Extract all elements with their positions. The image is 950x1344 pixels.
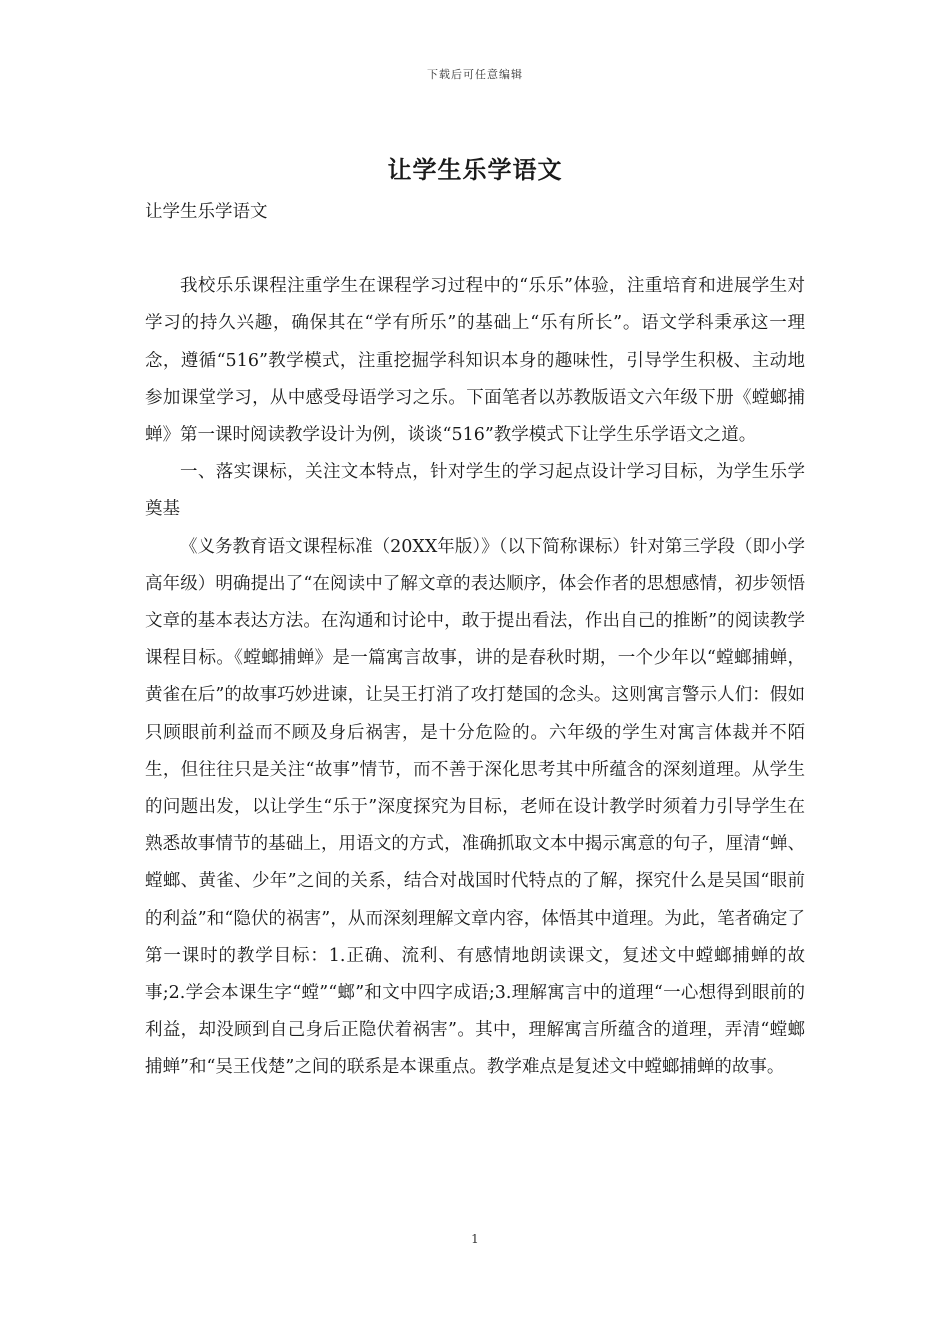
paragraph-intro: 我校乐乐课程注重学生在课程学习过程中的“乐乐”体验，注重培育和进展学生对学习的持久兴趣，确保其在“学有所乐”的基础上“乐有所长”。语文学科秉承这一理念，遵循“516”教学模式，注重挖掘学科知识本身的趣味性，引导学生积极、主动地参加课堂学习，从中感受母语学习之乐。下面笔者以苏教版语文六年级下册《螳螂捕蝉》第一课时阅读教学设计为例，谈谈“516”教学模式下让学生乐学语文之道。 — [145, 276, 805, 446]
page-header-note: 下载后可任意编辑 — [427, 68, 523, 81]
document-body — [145, 194, 805, 1087]
page-number: 1 — [471, 1232, 479, 1246]
section-heading-1: 一、落实课标，关注文本特点，针对学生的学习起点设计学习目标，为学生乐学奠基 — [145, 462, 805, 520]
paragraph-curriculum: 《义务教育语文课程标准（20XX年版）》（以下简称课标）针对第三学段（即小学高年级）明确提出了“在阅读中了解文章的表达顺序，体会作者的思想感情，初步领悟文章的基本表达方法。在沟通和讨论中，敢于提出看法，作出自己的推断”的阅读教学课程目标。《螳螂捕蝉》是一篇寓言故事，讲的是春秋时期，一个少年以“螳螂捕蝉，黄雀在后”的故事巧妙进谏，让吴王打消了攻打楚国的念头。这则寓言警示人们：假如只顾眼前利益而不顾及身后祸害，是十分危险的。六年级的学生对寓言体裁并不陌生，但往往只是关注“故事”情节，而不善于深化思考其中所蕴含的深刻道理。从学生的问题出发，以让学生“乐于”深度探究为目标，老师在设计教学时须着力引导学生在熟悉故事情节的基础上，用语文的方式，准确抓取文本中揭示寓意的句子，厘清“蝉、螳螂、黄雀、少年”之间的关系，结合对战国时代特点的了解，探究什么是吴国“眼前的利益”和“隐伏的祸害”，从而深刻理解文章内容，体悟其中道理。为此，笔者确定了第一课时的教学目标：1.正确、流利、有感情地朗读课文，复述文中螳螂捕蝉的故事;2.学会本课生字“螳”“螂”和文中四字成语;3.理解寓言中的道理“一心想得到眼前的利益，却没顾到自己身后正隐伏着祸害”。其中，理解寓言所蕴含的道理，弄清“螳螂捕蝉”和“吴王伐楚”之间的联系是本课重点。教学难点是复述文中螳螂捕蝉的故事。 — [145, 536, 805, 1078]
document-subtitle: 让学生乐学语文 — [145, 202, 268, 222]
document-title: 让学生乐学语文 — [387, 155, 563, 184]
